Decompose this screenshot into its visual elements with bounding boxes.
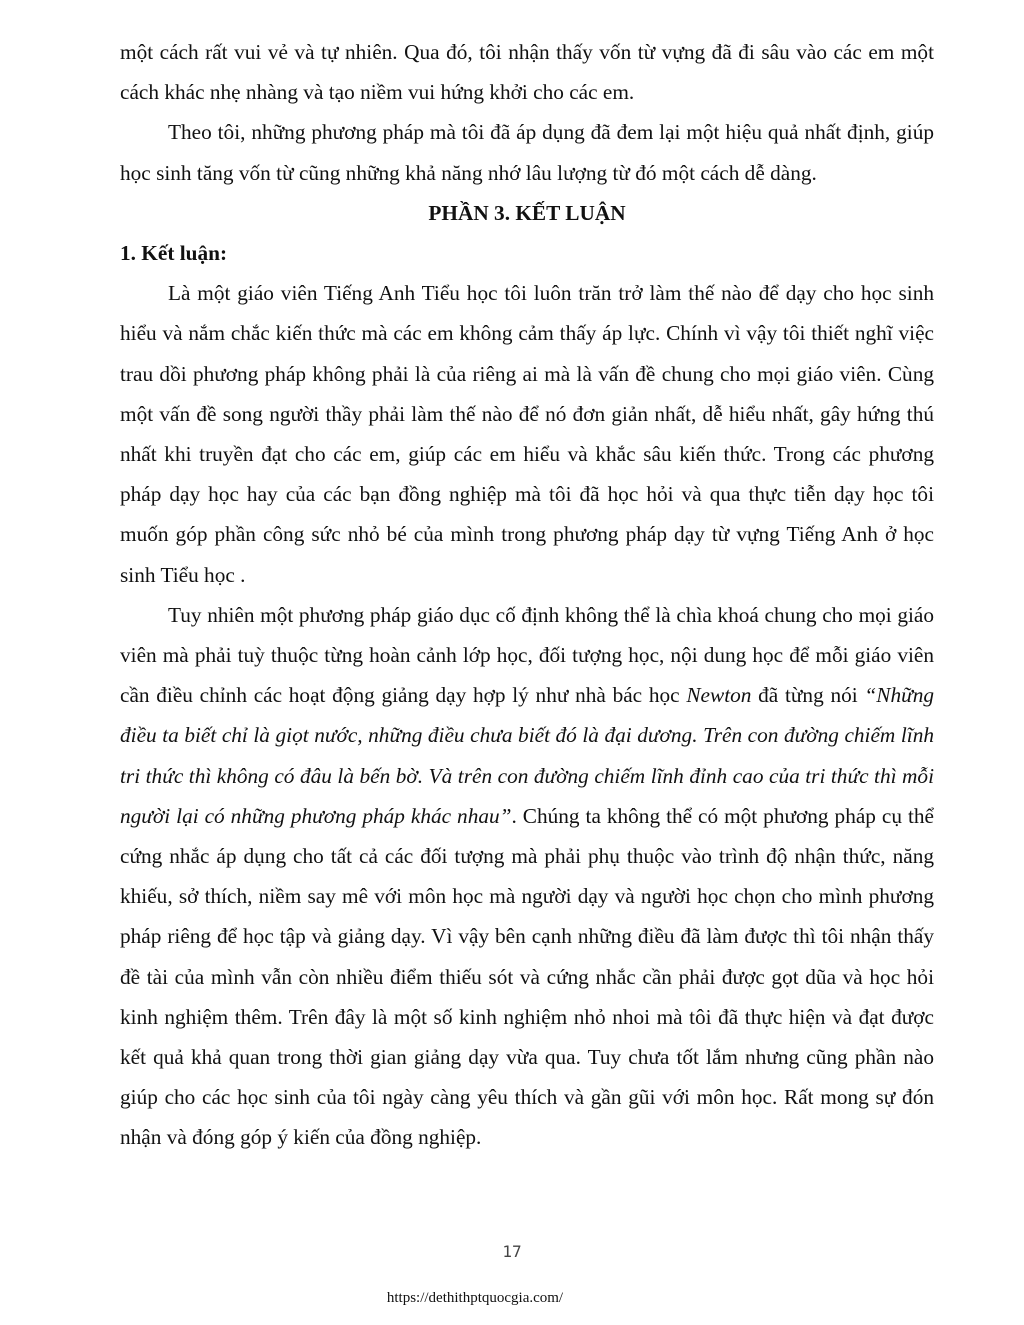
italic-quote: “Những điều ta biết chỉ là giọt nước, những điều chưa biết đó là đại dương. Trên con đường chiếm lĩnh tri thức thì không có đâu là bến bờ. Và trên con đường chiếm lĩnh đỉnh cao của tri thức thì mỗi người lại có những phương pháp khác nhau”: [120, 683, 935, 828]
paragraph-conclusion-2: [120, 595, 934, 1158]
paragraph-intro-continued: một cách rất vui vẻ và tự nhiên. Qua đó, tôi nhận thấy vốn từ vựng đã đi sâu vào các em một cách khác nhẹ nhàng và tạo niềm vui hứng khởi cho các em.: [120, 40, 934, 105]
page-number: 17: [502, 1242, 522, 1261]
subsection-title: 1. Kết luận:: [120, 241, 228, 266]
text-run: . Chúng ta không thể có một phương pháp cụ thể cứng nhắc áp dụng cho tất cả các đối tượng mà phải phụ thuộc vào trình độ nhận thức, năng khiếu, sở thích, niềm say mê với môn học mà người dạy và người học chọn cho mình phương pháp riêng để học tập và giảng dạy. Vì vậy bên cạnh những điều đã làm được thì tôi nhận thấy đề tài của mình vẫn còn nhiều điểm thiếu sót và cứng nhắc cần phải được gọt dũa và học hỏi kinh nghiệm thêm. Trên đây là một số kinh nghiệm nhỏ nhoi mà tôi đã thực hiện và đạt được kết quả khả quan trong thời gian giảng dạy vừa qua. Tuy chưa tốt lắm nhưng cũng phần nào giúp cho các học sinh của tôi ngày càng yêu thích và gần gũi với môn học. Rất mong sự đón nhận và đóng góp ý kiến của đồng nghiệp.: [120, 803, 934, 1150]
italic-name: Newton: [686, 683, 752, 708]
text-run: Tuy nhiên một phương pháp giáo dục cố định không thể là chìa khoá chung cho mọi giáo viên mà phải tuỳ thuộc từng hoàn cảnh lớp học, đối tượng học, nội dung học để mỗi giáo viên cần điều chỉnh các hoạt động giảng dạy hợp lý như nhà bác học: [120, 602, 934, 708]
paragraph-conclusion-1: Là một giáo viên Tiếng Anh Tiểu học tôi luôn trăn trở làm thế nào để dạy cho học sinh hiểu và nắm chắc kiến thức mà các em không cảm thấy áp lực. Chính vì vậy tôi thiết nghĩ việc trau dồi phương pháp không phải là của riêng ai mà là vấn đề chung cho mọi giáo viên. Cùng một vấn đề song người thầy phải làm thế nào để nó đơn giản nhất, dễ hiểu nhất, gây hứng thú nhất khi truyền đạt cho các em, giúp các em hiểu và khắc sâu kiến thức. Trong các phương pháp dạy học hay của các bạn đồng nghiệp mà tôi đã học hỏi và qua thực tiễn dạy học tôi muốn góp phần công sức nhỏ bé của mình trong phương pháp dạy từ vựng Tiếng Anh ở học sinh Tiểu học .: [120, 281, 934, 587]
paragraph-methods-summary: Theo tôi, những phương pháp mà tôi đã áp dụng đã đem lại một hiệu quả nhất định, giúp học sinh tăng vốn từ cũng những khả năng nhớ lâu lượng từ đó một cách dễ dàng.: [120, 120, 934, 185]
text-run: đã từng nói: [758, 683, 858, 708]
document-page: [120, 32, 934, 1158]
footer-url[interactable]: https://dethithptquocgia.com/: [386, 1290, 564, 1306]
section-title: PHẦN 3. KẾT LUẬN: [428, 200, 626, 225]
